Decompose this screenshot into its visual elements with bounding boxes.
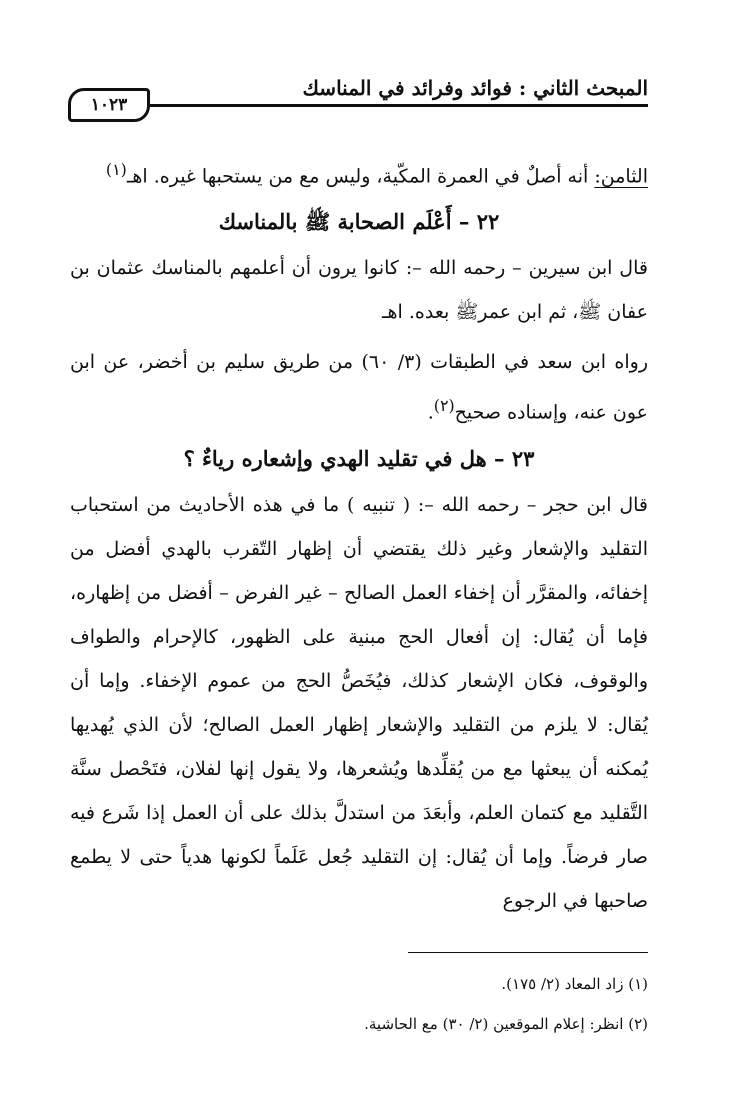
paragraph-ibn-hajar: قال ابن حجر – رحمه الله –: ( تنبيه ) ما في هذه الأحاديث من استحباب التقليد والإشعار وغير ذلك يقتضي أن إظهار التّقرب بالهدي أفضل من إخفائه، والمقرَّر أن إخفاء العمل الصالح – غير الفرض – أفضل من إظهاره، فإما أن يُقال: إن أفعال الحج مبنية على الظهور، كالإحرام والطواف والوقوف، فكان الإشعار كذلك، فيُخَصُّ الحج من عموم الإخفاء. وإما أن يُقال: لا يلزم من التقليد والإشعار إظهار العمل الصالح؛ لأن الذي يُهديها يُمكنه أن يبعثها مع من يُقلِّدها ويُشعرها، ولا يقول إنها لفلان، فتَحْصل سنَّة التَّقليد مع كتمان العلم، وأبعَدَ من استدلَّ بذلك على أن العمل إذا شَرع فيه صار فرضاً. وإما أن يُقال: إن التقليد جُعل عَلَماً لكونها هدياً حتى لا يطمع صاحبها في الرجوع bbox=[70, 493, 648, 912]
paragraph-ibn-sirin: قال ابن سيرين – رحمه الله –: كانوا يرون أن أعلمهم بالمناسك عثمان بن عفان ﷺ، ثم ابن عمرﷺ بعده. اهـ bbox=[70, 257, 648, 324]
section-heading-22: ٢٢ – أَعْلَم الصحابة ﷺ بالمناسك bbox=[218, 209, 500, 235]
section-heading-23: ٢٣ – هل في تقليد الهدي وإشعاره رياءٌ ؟ bbox=[183, 445, 535, 471]
paragraph-eighth-point bbox=[70, 148, 648, 198]
footnote-ref-2: (٢) bbox=[433, 396, 455, 416]
footnote-2: (٢) انظر: إعلام الموقعين (٢/ ٣٠) مع الحاشية. bbox=[364, 1015, 648, 1033]
page-number: ١٠٢٣ bbox=[68, 88, 150, 122]
footnote-rule bbox=[408, 952, 648, 953]
header-rule bbox=[138, 104, 648, 107]
running-title: المبحث الثاني : فوائد وفرائد في المناسك bbox=[302, 76, 648, 100]
eighth-label: الثامن: bbox=[594, 165, 648, 188]
paragraph-ibn-saad bbox=[70, 340, 648, 434]
eighth-text: أنه أصلٌ في العمرة المكّية، وليس مع من يستحبها غيره. اهـ bbox=[126, 165, 595, 188]
footnote-ref-1: (١) bbox=[105, 160, 127, 179]
ibn-saad-end: . bbox=[427, 401, 434, 424]
footnote-1: (١) زاد المعاد (٢/ ١٧٥). bbox=[501, 975, 648, 993]
main-content bbox=[70, 148, 648, 923]
ibn-saad-text: رواه ابن سعد في الطبقات (٣/ ٦٠) من طريق سليم بن أخضر، عن ابن عون عنه، وإسناده صحيح bbox=[70, 351, 648, 424]
page-header bbox=[68, 66, 648, 115]
